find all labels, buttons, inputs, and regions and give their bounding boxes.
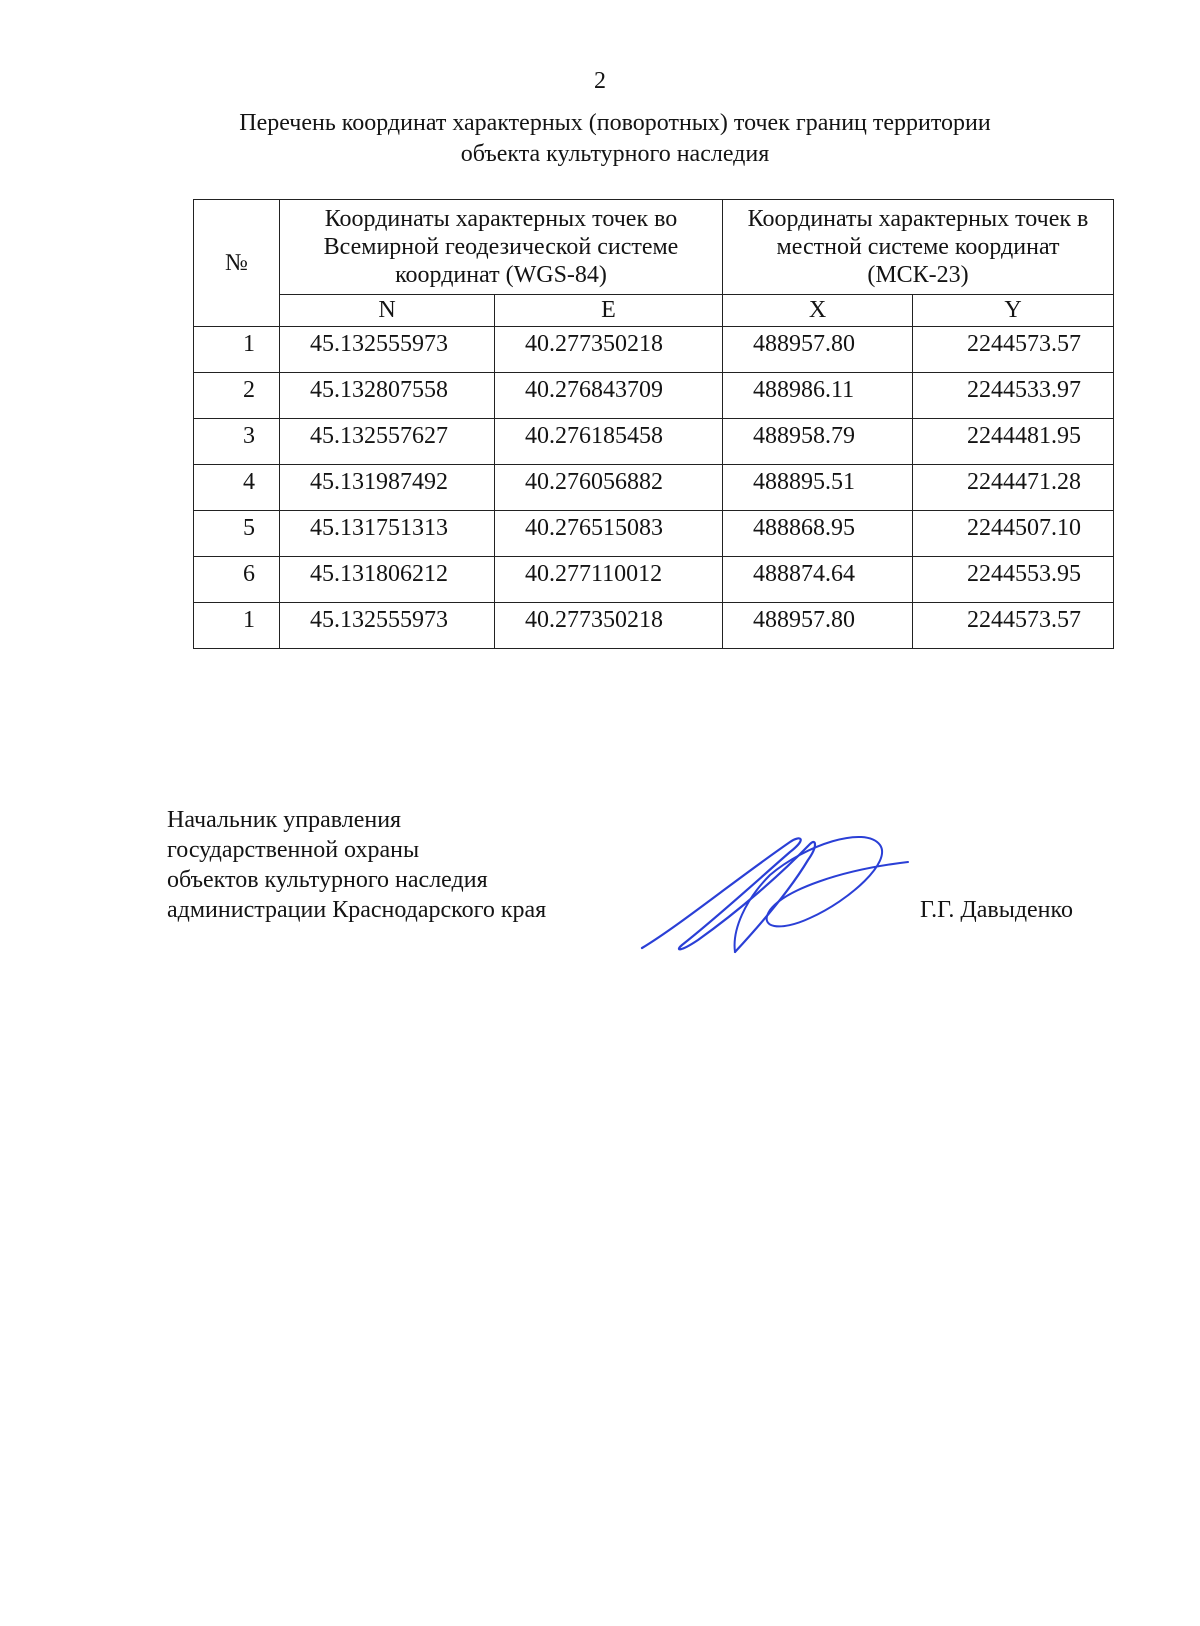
signatory-position-line: объектов культурного наследия	[167, 867, 488, 893]
cell-longitude-e: 40.277350218	[495, 327, 723, 373]
cell-latitude-n: 45.132807558	[280, 373, 495, 419]
header-col-x: X	[723, 295, 913, 327]
cell-latitude-n: 45.132557627	[280, 419, 495, 465]
table-row	[194, 373, 1114, 419]
cell-point-number: 2	[194, 373, 280, 419]
cell-x: 488868.95	[723, 511, 913, 557]
cell-longitude-e: 40.276056882	[495, 465, 723, 511]
coordinates-table-body	[194, 327, 1114, 649]
table-row	[194, 557, 1114, 603]
cell-latitude-n: 45.132555973	[280, 327, 495, 373]
cell-x: 488895.51	[723, 465, 913, 511]
cell-point-number: 3	[194, 419, 280, 465]
cell-point-number: 4	[194, 465, 280, 511]
cell-longitude-e: 40.276843709	[495, 373, 723, 419]
signatory-position-line: Начальник управления	[167, 807, 402, 833]
cell-y: 2244471.28	[913, 465, 1114, 511]
cell-x: 488958.79	[723, 419, 913, 465]
cell-latitude-n: 45.131806212	[280, 557, 495, 603]
signatory-position	[167, 805, 546, 925]
document-title-line-2: объекта культурного наследия	[460, 141, 770, 167]
cell-x: 488874.64	[723, 557, 913, 603]
cell-longitude-e: 40.277110012	[495, 557, 723, 603]
cell-y: 2244507.10	[913, 511, 1114, 557]
cell-y: 2244481.95	[913, 419, 1114, 465]
header-col-n: N	[280, 295, 495, 327]
cell-point-number: 1	[194, 327, 280, 373]
cell-point-number: 5	[194, 511, 280, 557]
signatory-position-line: администрации Краснодарского края	[167, 897, 547, 923]
cell-longitude-e: 40.277350218	[495, 603, 723, 649]
document-title-line-1: Перечень координат характерных (поворотных) точек границ территории	[239, 110, 991, 136]
cell-y: 2244533.97	[913, 373, 1114, 419]
header-col-e: E	[495, 295, 723, 327]
cell-x: 488957.80	[723, 327, 913, 373]
cell-latitude-n: 45.131987492	[280, 465, 495, 511]
table-row	[194, 465, 1114, 511]
signatory-name: Г.Г. Давыденко	[920, 897, 1073, 923]
cell-y: 2244573.57	[913, 327, 1114, 373]
cell-latitude-n: 45.132555973	[280, 603, 495, 649]
cell-latitude-n: 45.131751313	[280, 511, 495, 557]
cell-longitude-e: 40.276185458	[495, 419, 723, 465]
header-number: №	[194, 200, 280, 327]
handwritten-signature	[640, 830, 910, 960]
signatory-position-line: государственной охраны	[167, 837, 420, 863]
page-number: 2	[594, 68, 606, 94]
cell-longitude-e: 40.276515083	[495, 511, 723, 557]
table-row	[194, 511, 1114, 557]
header-msk23-group: Координаты характерных точек в местной системе координат (МСК-23)	[723, 200, 1114, 295]
cell-x: 488986.11	[723, 373, 913, 419]
table-row	[194, 419, 1114, 465]
table-row	[194, 603, 1114, 649]
header-col-y: Y	[913, 295, 1114, 327]
table-row	[194, 327, 1114, 373]
cell-point-number: 6	[194, 557, 280, 603]
cell-x: 488957.80	[723, 603, 913, 649]
document-title	[150, 108, 1080, 170]
header-wgs84-group: Координаты характерных точек во Всемирной геодезической системе координат (WGS-84)	[280, 200, 723, 295]
cell-point-number: 1	[194, 603, 280, 649]
cell-y: 2244553.95	[913, 557, 1114, 603]
cell-y: 2244573.57	[913, 603, 1114, 649]
coordinates-table	[193, 199, 1114, 649]
